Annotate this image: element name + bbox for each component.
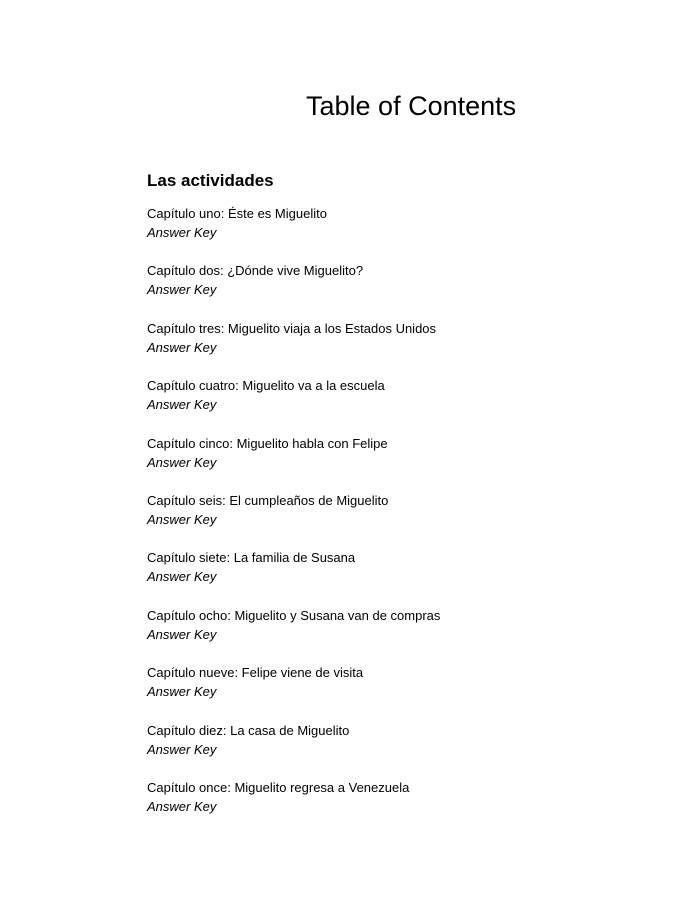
answer-key-link[interactable]: Answer Key <box>147 282 217 298</box>
answer-key-link[interactable]: Answer Key <box>147 339 217 355</box>
chapter-link[interactable]: Capítulo cuatro: Miguelito va a la escuela <box>147 378 385 394</box>
answer-key-link[interactable]: Answer Key <box>147 454 217 470</box>
chapter-link[interactable]: Capítulo nueve: Felipe viene de visita <box>147 665 364 681</box>
answer-key-link[interactable]: Answer Key <box>147 741 217 757</box>
answer-key-link[interactable]: Answer Key <box>147 684 217 700</box>
section-heading: Las actividades <box>147 171 274 190</box>
answer-key-link[interactable]: Answer Key <box>147 798 217 814</box>
chapter-link[interactable]: Capítulo diez: La casa de Miguelito <box>147 722 350 738</box>
answer-key-link[interactable]: Answer Key <box>147 397 217 413</box>
toc-entry <box>147 778 440 835</box>
toc-entry <box>147 204 440 261</box>
chapter-link[interactable]: Capítulo tres: Miguelito viaja a los Estados Unidos <box>147 320 437 336</box>
answer-key-link[interactable]: Answer Key <box>147 225 217 240</box>
toc-list <box>147 204 440 835</box>
answer-key-link[interactable]: Answer Key <box>147 569 217 585</box>
toc-entry <box>147 721 440 778</box>
toc-entry <box>147 606 440 663</box>
chapter-link[interactable]: Capítulo cinco: Miguelito habla con Felipe <box>147 435 388 451</box>
toc-entry <box>147 376 440 433</box>
toc-entry <box>147 663 440 720</box>
chapter-link[interactable]: Capítulo dos: ¿Dónde vive Miguelito? <box>147 263 364 279</box>
chapter-link[interactable]: Capítulo uno: Éste es Miguelito <box>147 206 327 221</box>
answer-key-link[interactable]: Answer Key <box>147 626 217 642</box>
chapter-link[interactable]: Capítulo siete: La familia de Susana <box>147 550 356 566</box>
chapter-link[interactable]: Capítulo once: Miguelito regresa a Venezuela <box>147 779 410 795</box>
toc-entry <box>147 491 440 548</box>
chapter-link[interactable]: Capítulo ocho: Miguelito y Susana van de compras <box>147 607 441 623</box>
answer-key-link[interactable]: Answer Key <box>147 511 217 527</box>
toc-entry <box>147 319 440 376</box>
toc-entry <box>147 548 440 605</box>
toc-entry <box>147 261 440 318</box>
page-title: Table of Contents <box>306 91 517 121</box>
toc-entry <box>147 434 440 491</box>
chapter-link[interactable]: Capítulo seis: El cumpleaños de Miguelito <box>147 492 389 508</box>
